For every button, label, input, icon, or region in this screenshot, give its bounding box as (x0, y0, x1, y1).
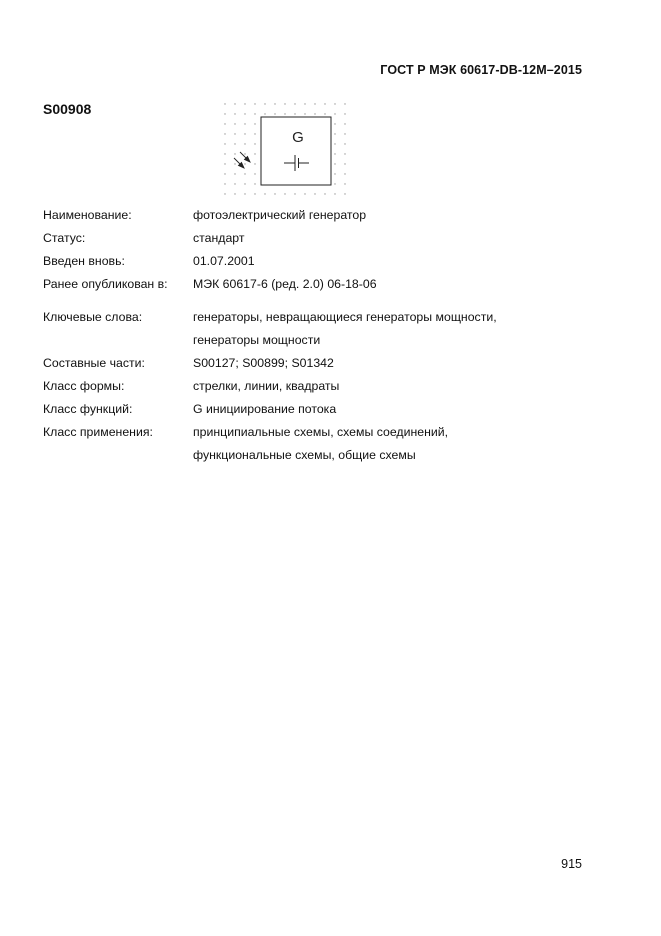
grid-dot (334, 153, 335, 154)
property-keywords-continued (43, 329, 603, 352)
grid-dot (244, 153, 245, 154)
property-value: стрелки, линии, квадраты (193, 379, 340, 393)
grid-dot (324, 103, 325, 104)
grid-dot (234, 133, 235, 134)
grid-dot (234, 173, 235, 174)
grid-dot (254, 193, 255, 194)
property-application-class (43, 421, 603, 444)
grid-dot (254, 133, 255, 134)
grid-dot (274, 193, 275, 194)
document-header: ГОСТ Р МЭК 60617-DB-12M–2015 (380, 63, 582, 77)
grid-dot (244, 123, 245, 124)
property-value: фотоэлектрический генератор (193, 208, 367, 222)
grid-dot (314, 193, 315, 194)
symbol-square (261, 117, 331, 185)
grid-dot (234, 113, 235, 114)
grid-dot (324, 193, 325, 194)
property-value: генераторы, невращающиеся генераторы мощности, (193, 310, 497, 324)
grid-dot (254, 183, 255, 184)
grid-dot (344, 173, 345, 174)
grid-dot (244, 133, 245, 134)
property-label: Введен вновь: (43, 254, 125, 268)
grid-dot (344, 113, 345, 114)
property-application-class-continued (43, 444, 603, 467)
property-previously-published (43, 273, 603, 296)
grid-dot (224, 143, 225, 144)
grid-dot (264, 193, 265, 194)
grid-dot (344, 193, 345, 194)
grid-dot (304, 103, 305, 104)
property-label: Наименование: (43, 208, 132, 222)
property-label: Ранее опубликован в: (43, 277, 168, 291)
grid-dot (224, 133, 225, 134)
grid-dot (244, 173, 245, 174)
property-value: генераторы мощности (193, 333, 321, 347)
property-label: Класс формы: (43, 379, 125, 393)
grid-dot (254, 173, 255, 174)
page-number: 915 (561, 857, 582, 871)
grid-dot (234, 193, 235, 194)
grid-dot (224, 193, 225, 194)
property-form-class (43, 375, 603, 398)
property-value: стандарт (193, 231, 245, 245)
grid-dot (264, 103, 265, 104)
grid-dot (344, 183, 345, 184)
grid-dot (244, 143, 245, 144)
property-value: функциональные схемы, общие схемы (193, 448, 416, 462)
property-status (43, 227, 603, 250)
grid-dot (284, 193, 285, 194)
grid-dot (234, 103, 235, 104)
property-label: Составные части: (43, 356, 145, 370)
property-label: Ключевые слова: (43, 310, 143, 324)
grid-dot (284, 113, 285, 114)
grid-dot (224, 123, 225, 124)
grid-dot (224, 173, 225, 174)
grid-dot (304, 113, 305, 114)
grid-dot (334, 183, 335, 184)
grid-dot (244, 113, 245, 114)
battery-cell-icon (284, 155, 309, 171)
symbol-letter: G (292, 129, 304, 146)
grid-dot (254, 143, 255, 144)
property-keywords (43, 306, 603, 329)
grid-dot (324, 113, 325, 114)
grid-dot (234, 143, 235, 144)
property-value: 01.07.2001 (193, 254, 255, 268)
grid-dot (344, 163, 345, 164)
grid-dot (344, 123, 345, 124)
grid-dot (254, 163, 255, 164)
symbol-id: S00908 (43, 101, 92, 117)
grid-dot (294, 193, 295, 194)
grid-dot (284, 103, 285, 104)
property-name (43, 204, 603, 227)
property-value: принципиальные схемы, схемы соединений, (193, 425, 449, 439)
photovoltaic-generator-symbol (220, 99, 350, 201)
grid-dot (334, 133, 335, 134)
grid-dot (244, 183, 245, 184)
grid-dot (244, 103, 245, 104)
property-label: Класс функций: (43, 402, 133, 416)
grid-dot (334, 173, 335, 174)
grid-dot (244, 193, 245, 194)
property-label: Статус: (43, 231, 86, 245)
grid-dot (294, 113, 295, 114)
grid-dot (294, 103, 295, 104)
property-value: S00127; S00899; S01342 (193, 356, 334, 370)
property-value: G инициирование потока (193, 402, 337, 416)
grid-dot (314, 103, 315, 104)
grid-dot (224, 163, 225, 164)
grid-dot (224, 153, 225, 154)
grid-dot (344, 103, 345, 104)
grid-dot (304, 193, 305, 194)
grid-dot (314, 113, 315, 114)
grid-dot (334, 123, 335, 124)
grid-dot (234, 183, 235, 184)
grid-dot (344, 143, 345, 144)
grid-dot (234, 123, 235, 124)
property-label: Класс применения: (43, 425, 153, 439)
grid-dot (334, 103, 335, 104)
incident-light-arrows-icon (234, 152, 250, 168)
grid-dot (224, 183, 225, 184)
property-value: МЭК 60617-6 (ред. 2.0) 06-18-06 (193, 277, 377, 291)
grid-dot (224, 113, 225, 114)
property-function-class (43, 398, 603, 421)
grid-dot (254, 103, 255, 104)
symbol-properties (43, 204, 603, 467)
property-parts (43, 352, 603, 375)
grid-dot (274, 113, 275, 114)
grid-dot (334, 143, 335, 144)
grid-dot (254, 123, 255, 124)
grid-dot (254, 153, 255, 154)
grid-dot (254, 113, 255, 114)
grid-dot (274, 103, 275, 104)
grid-dot (334, 193, 335, 194)
grid-dot (344, 133, 345, 134)
grid-dot (334, 113, 335, 114)
grid-dot (264, 113, 265, 114)
grid-dot (334, 163, 335, 164)
grid-dot (234, 163, 235, 164)
grid-dot (244, 163, 245, 164)
grid-dot (234, 153, 235, 154)
grid-dot (344, 153, 345, 154)
property-introduced (43, 250, 603, 273)
grid-dot (224, 103, 225, 104)
